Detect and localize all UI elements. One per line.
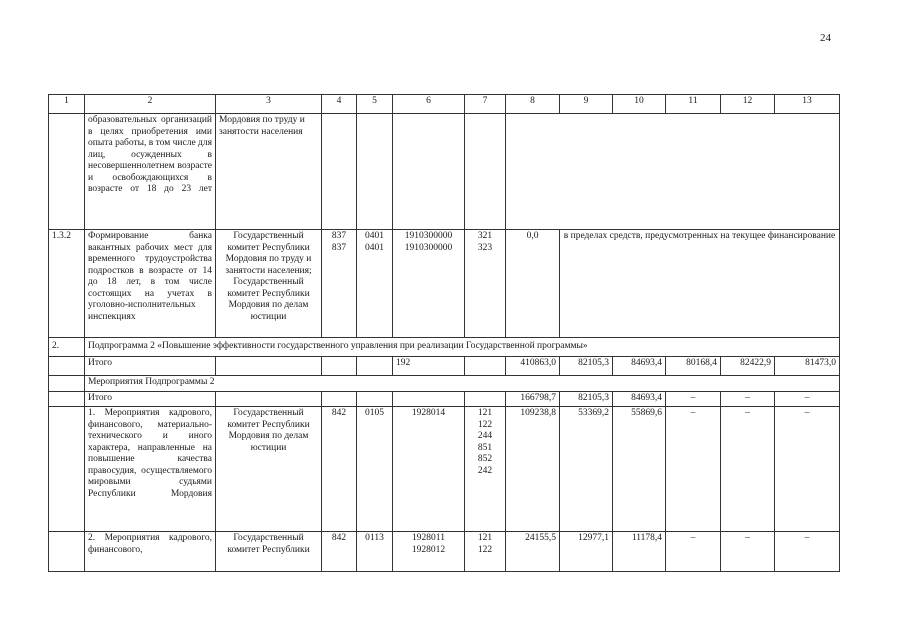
target-code: 1928014 [393, 407, 465, 532]
executor-cell: Государственный комитет Республики Мордовия по делам юстиции [216, 407, 322, 532]
activity-description: 1. Мероприятия кадрового, финансового, материально-технического и иного характера, направленные на повышение качества правосудия, осуществляемого мировыми судьями Республики Мордовия [85, 407, 216, 532]
subprogram-title: Подпрограмма 2 «Повышение эффективности государственного управления при реализации Государственной программы» [85, 338, 840, 357]
section-code: 0401 [365, 231, 384, 241]
section-title: Мероприятия Подпрограммы 2 [85, 376, 840, 392]
total-value: – [721, 392, 775, 407]
target-code: 1928011 [412, 533, 445, 543]
target-code: 1910300000 [404, 231, 453, 241]
total-label: Итого [85, 357, 216, 376]
value-cell: – [721, 407, 775, 532]
value-cell: – [775, 532, 840, 572]
expense-code: 242 [477, 465, 493, 476]
expense-code: 321 [477, 231, 493, 241]
header-cell: 9 [560, 95, 613, 114]
subprogram-row [49, 338, 840, 357]
header-cell: 7 [465, 95, 506, 114]
grbs-code: 842 [322, 532, 357, 572]
total-row [49, 392, 840, 407]
total-code: 192 [393, 357, 465, 376]
header-cell: 2 [85, 95, 216, 114]
header-cell: 5 [357, 95, 393, 114]
header-cell: 10 [613, 95, 666, 114]
total-value: 84693,4 [613, 392, 666, 407]
total-value: 80168,4 [666, 357, 721, 376]
table-row [49, 407, 840, 532]
value-cell: – [666, 407, 721, 532]
total-row [49, 357, 840, 376]
grbs-code: 837 [331, 231, 347, 241]
expense-code: 121 [477, 533, 493, 543]
target-code: 1928012 [411, 544, 446, 555]
grbs-code: 837 [331, 242, 347, 253]
value-cell: – [666, 532, 721, 572]
total-value: 82422,9 [721, 357, 775, 376]
header-cell: 4 [322, 95, 357, 114]
table-row [49, 114, 840, 230]
activity-description: образовательных организаций в целях приобретения ими опыта работы, в том числе для лиц, осужденных в несовершеннолетнем возрасте и освобождающихся в возрасте от 18 до 23 лет [85, 114, 216, 230]
expense-code: 122 [477, 419, 493, 430]
page-number: 24 [820, 32, 831, 44]
header-cell: 13 [775, 95, 840, 114]
value-cell: – [721, 532, 775, 572]
value-cell: – [775, 407, 840, 532]
value-cell: 55869,6 [613, 407, 666, 532]
table-row [49, 532, 840, 572]
total-value: 84693,4 [613, 357, 666, 376]
total-label: Итого [85, 392, 216, 407]
section-code: 0105 [357, 407, 393, 532]
total-value: 82105,3 [560, 392, 613, 407]
activity-description: Формирование банка вакантных рабочих мест для временного трудоустройства подростков в возрасте от 14 до 18 лет, в том числе состоящих на учетах в уголовно-исполнительных инспекциях [85, 230, 216, 338]
expense-code: 323 [477, 242, 493, 253]
executor-cell: Мордовия по труду и занятости населения [216, 114, 322, 230]
expense-code: 852 [477, 454, 493, 465]
header-cell: 11 [666, 95, 721, 114]
expense-code: 244 [477, 431, 493, 442]
header-cell: 3 [216, 95, 322, 114]
total-value: 410863,0 [506, 357, 560, 376]
activity-description: 2. Мероприятия кадрового, финансового, [85, 532, 216, 572]
header-cell: 1 [49, 95, 85, 114]
financing-note: в пределах средств, предусмотренных на текущее финансирование [560, 230, 840, 338]
budget-table [48, 94, 840, 572]
amount-cell: 0,0 [506, 230, 560, 338]
executor-cell: Государственный комитет Республики [216, 532, 322, 572]
table-row [49, 230, 840, 338]
value-cell: 11178,4 [613, 532, 666, 572]
total-value: – [666, 392, 721, 407]
header-cell: 12 [721, 95, 775, 114]
item-number: 2. [49, 338, 85, 357]
header-cell: 6 [393, 95, 465, 114]
section-code: 0401 [365, 242, 384, 253]
target-code: 1910300000 [404, 242, 453, 253]
value-cell: 109238,8 [506, 407, 560, 532]
total-value: 166798,7 [506, 392, 560, 407]
section-code: 0113 [357, 532, 393, 572]
header-cell: 8 [506, 95, 560, 114]
value-cell: 12977,1 [560, 532, 613, 572]
expense-code: 122 [477, 544, 493, 555]
total-value: 81473,0 [775, 357, 840, 376]
expense-code: 121 [477, 408, 493, 418]
total-value: 82105,3 [560, 357, 613, 376]
executor-cell: Государственный комитет Республики Мордовия по труду и занятости населения; Государственный комитет Республики Мордовия по делам юстиции [216, 230, 322, 338]
value-cell: 53369,2 [560, 407, 613, 532]
grbs-code: 842 [322, 407, 357, 532]
item-number: 1.3.2 [49, 230, 85, 338]
value-cell: 24155,5 [506, 532, 560, 572]
section-row [49, 376, 840, 392]
expense-code: 851 [477, 442, 493, 453]
header-row [49, 95, 840, 114]
total-value: – [775, 392, 840, 407]
